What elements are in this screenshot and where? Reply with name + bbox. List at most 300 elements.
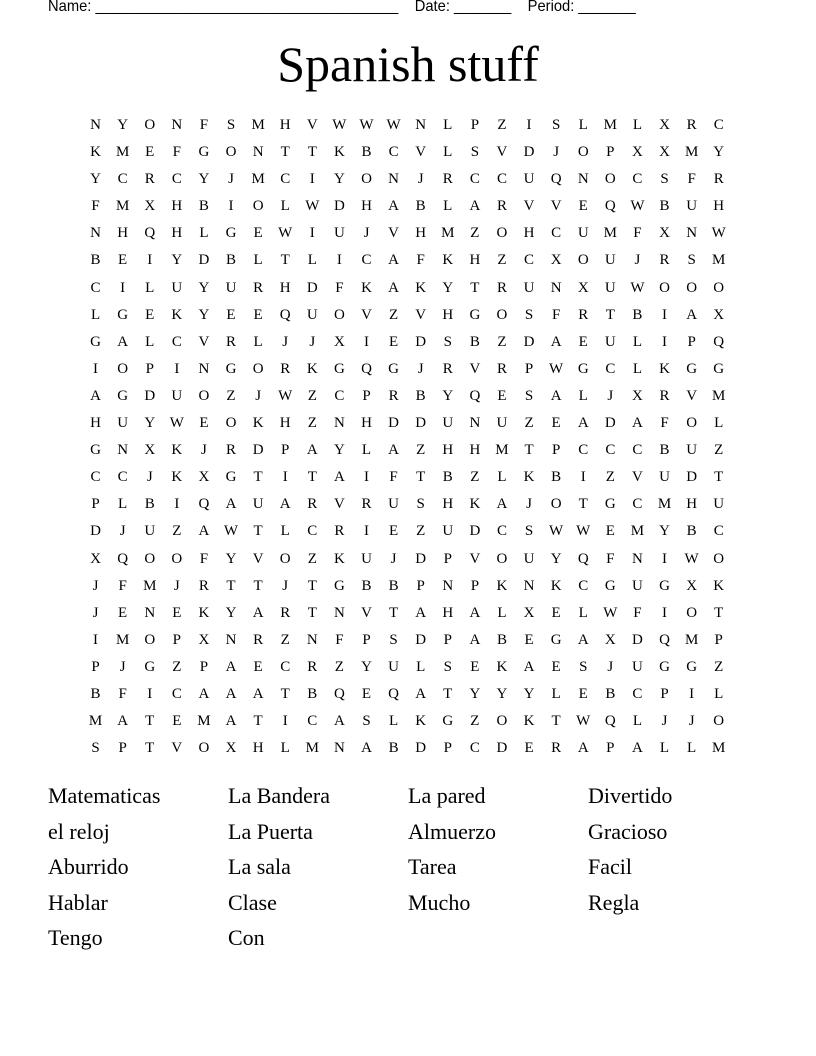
grid-letter[interactable]: X [333,333,345,350]
grid-letter[interactable]: O [496,713,508,730]
grid-letter[interactable]: R [578,306,589,323]
grid-letter[interactable]: C [713,117,724,133]
grid-letter[interactable]: C [578,577,589,594]
grid-letter[interactable]: N [252,144,264,161]
grid-letter[interactable]: I [336,252,342,269]
grid-letter[interactable]: C [469,740,480,757]
grid-letter[interactable]: L [307,252,317,269]
grid-letter[interactable]: A [577,415,589,432]
grid-letter[interactable]: T [307,604,317,621]
grid-letter[interactable]: H [469,252,481,269]
grid-letter[interactable]: U [361,550,372,567]
grid-letter[interactable]: S [362,713,371,730]
grid-letter[interactable]: Z [226,387,236,404]
grid-letter[interactable]: G [117,306,129,323]
grid-letter[interactable]: U [604,279,616,296]
grid-letter[interactable]: A [632,415,643,432]
grid-letter[interactable]: K [171,306,183,323]
grid-letter[interactable]: Q [388,685,399,702]
grid-letter[interactable]: B [144,496,155,513]
grid-letter[interactable]: P [470,117,480,133]
grid-letter[interactable]: M [115,198,130,215]
grid-letter[interactable]: A [523,658,535,675]
grid-letter[interactable]: W [386,117,401,133]
grid-letter[interactable]: Y [659,523,670,540]
grid-letter[interactable]: Q [361,360,372,377]
grid-letter[interactable]: C [496,523,507,540]
grid-letter[interactable]: I [689,685,695,702]
grid-letter[interactable]: O [713,279,725,296]
grid-letter[interactable]: A [550,387,562,404]
grid-letter[interactable]: W [711,225,726,242]
grid-letter[interactable]: A [361,740,372,757]
grid-letter[interactable]: A [469,198,481,215]
grid-letter[interactable]: W [305,198,320,215]
grid-letter[interactable]: T [578,496,588,513]
grid-letter[interactable]: V [686,387,698,404]
grid-letter[interactable]: V [632,469,643,486]
grid-letter[interactable]: U [171,387,183,404]
grid-letter[interactable]: J [282,577,289,594]
grid-letter[interactable]: X [144,442,156,459]
grid-letter[interactable]: I [662,550,668,567]
grid-letter[interactable]: E [524,631,534,648]
grid-letter[interactable]: G [198,144,210,161]
grid-letter[interactable]: K [171,469,183,486]
grid-letter[interactable]: I [309,225,315,242]
grid-letter[interactable]: N [388,171,399,188]
grid-letter[interactable]: I [147,252,153,269]
grid-letter[interactable]: L [714,685,724,702]
grid-letter[interactable]: F [687,171,696,188]
grid-letter[interactable]: C [632,496,643,513]
grid-letter[interactable]: V [306,117,318,133]
grid-letter[interactable]: T [524,442,534,459]
grid-letter[interactable]: X [198,631,210,648]
grid-letter[interactable]: S [389,631,398,648]
grid-letter[interactable]: Q [604,713,616,730]
grid-letter[interactable]: D [523,333,535,350]
grid-letter[interactable]: B [388,740,399,757]
grid-letter[interactable]: L [280,198,290,215]
grid-letter[interactable]: P [362,631,371,648]
period-field[interactable]: _______ [578,0,636,15]
grid-letter[interactable]: I [526,117,532,133]
grid-letter[interactable]: R [496,198,507,215]
grid-letter[interactable]: Y [198,171,210,188]
grid-letter[interactable]: Y [713,144,725,161]
grid-letter[interactable]: Z [416,442,426,459]
grid-letter[interactable]: Q [144,225,156,242]
grid-letter[interactable]: M [712,252,726,269]
grid-letter[interactable]: M [115,144,130,161]
grid-letter[interactable]: J [201,442,207,459]
grid-letter[interactable]: Y [171,252,183,269]
grid-letter[interactable]: E [226,306,236,323]
grid-letter[interactable]: G [659,658,670,675]
grid-letter[interactable]: S [226,117,236,133]
grid-letter[interactable]: U [496,415,508,432]
grid-letter[interactable]: I [228,198,234,215]
grid-letter[interactable]: S [416,496,425,513]
grid-letter[interactable]: A [388,198,399,215]
grid-letter[interactable]: G [225,225,237,242]
grid-letter[interactable]: F [118,685,127,702]
grid-letter[interactable]: L [659,740,670,757]
grid-letter[interactable]: N [333,415,345,432]
grid-letter[interactable]: A [469,631,481,648]
grid-letter[interactable]: O [577,252,589,269]
grid-letter[interactable]: D [415,415,427,432]
grid-letter[interactable]: K [523,469,535,486]
grid-letter[interactable]: F [633,604,642,621]
grid-letter[interactable]: W [576,523,591,540]
grid-letter[interactable]: A [496,496,508,513]
grid-letter[interactable]: C [496,171,507,188]
grid-letter[interactable]: Z [605,469,615,486]
grid-letter[interactable]: E [470,658,480,675]
grid-letter[interactable]: M [684,631,699,648]
grid-letter[interactable]: I [662,306,668,323]
grid-letter[interactable]: K [550,577,562,594]
grid-letter[interactable]: R [388,387,399,404]
grid-letter[interactable]: S [551,117,561,133]
grid-letter[interactable]: A [388,442,399,459]
grid-letter[interactable]: V [469,550,481,567]
grid-letter[interactable]: E [118,604,128,621]
grid-letter[interactable]: V [361,604,372,621]
grid-letter[interactable]: U [523,171,535,188]
grid-letter[interactable]: D [388,415,399,432]
grid-letter[interactable]: T [253,469,263,486]
grid-letter[interactable]: A [577,740,589,757]
grid-letter[interactable]: M [712,387,726,404]
grid-letter[interactable]: I [363,469,369,486]
grid-letter[interactable]: E [145,306,155,323]
grid-letter[interactable]: S [524,523,534,540]
grid-letter[interactable]: E [253,225,263,242]
grid-letter[interactable]: B [307,685,318,702]
grid-letter[interactable]: C [605,360,616,377]
grid-letter[interactable]: A [415,604,427,621]
grid-letter[interactable]: Z [388,306,399,323]
grid-letter[interactable]: X [550,252,562,269]
grid-letter[interactable]: Z [307,550,317,567]
grid-letter[interactable]: K [523,713,535,730]
grid-letter[interactable]: R [253,631,264,648]
grid-letter[interactable]: F [172,144,181,161]
grid-letter[interactable]: M [495,442,509,459]
grid-letter[interactable]: U [577,225,589,242]
grid-letter[interactable]: I [363,333,369,350]
grid-letter[interactable]: W [169,415,184,432]
grid-letter[interactable]: K [659,360,670,377]
grid-letter[interactable]: R [659,252,670,269]
grid-letter[interactable]: G [659,577,670,594]
grid-letter[interactable]: B [388,577,399,594]
grid-letter[interactable]: L [687,740,697,757]
grid-letter[interactable]: R [226,442,237,459]
grid-letter[interactable]: B [415,198,426,215]
grid-letter[interactable]: C [632,442,643,459]
grid-letter[interactable]: B [686,523,697,540]
grid-letter[interactable]: P [606,740,615,757]
grid-letter[interactable]: W [630,198,645,215]
grid-letter[interactable]: J [173,577,180,594]
grid-letter[interactable]: H [442,496,454,513]
grid-letter[interactable]: V [415,144,427,161]
grid-letter[interactable]: U [388,496,399,513]
grid-letter[interactable]: L [280,740,290,757]
grid-letter[interactable]: K [713,577,725,594]
grid-letter[interactable]: B [632,306,643,323]
grid-letter[interactable]: L [551,685,561,702]
grid-letter[interactable]: O [198,387,210,404]
grid-letter[interactable]: L [578,117,588,133]
grid-letter[interactable]: L [90,306,101,323]
grid-letter[interactable]: V [252,550,264,567]
grid-letter[interactable]: K [469,496,481,513]
grid-letter[interactable]: M [251,171,265,188]
grid-letter[interactable]: P [145,360,154,377]
grid-letter[interactable]: Y [225,550,237,567]
grid-letter[interactable]: A [306,442,318,459]
grid-letter[interactable]: H [523,225,535,242]
grid-letter[interactable]: J [417,360,424,377]
grid-letter[interactable]: Z [470,225,480,242]
grid-letter[interactable]: V [496,144,508,161]
grid-letter[interactable]: N [171,117,183,133]
grid-letter[interactable]: L [497,604,507,621]
grid-letter[interactable]: N [117,442,129,459]
grid-letter[interactable]: A [415,685,427,702]
grid-letter[interactable]: Y [442,279,454,296]
grid-letter[interactable]: H [90,415,101,432]
grid-letter[interactable]: J [255,387,262,404]
grid-letter[interactable]: C [524,252,535,269]
grid-letter[interactable]: Z [524,415,534,432]
grid-letter[interactable]: S [524,306,534,323]
grid-letter[interactable]: L [632,333,642,350]
grid-letter[interactable]: A [632,740,643,757]
grid-letter[interactable]: P [91,496,100,513]
grid-letter[interactable]: W [223,523,239,540]
grid-letter[interactable]: C [171,171,182,188]
grid-letter[interactable]: N [415,117,427,133]
grid-letter[interactable]: U [388,658,399,675]
grid-letter[interactable]: C [361,252,372,269]
grid-letter[interactable]: A [577,631,589,648]
grid-letter[interactable]: P [443,740,452,757]
grid-letter[interactable]: D [333,198,345,215]
grid-letter[interactable]: G [577,360,589,377]
grid-letter[interactable]: E [145,144,155,161]
grid-letter[interactable]: X [713,306,725,323]
grid-letter[interactable]: V [388,225,399,242]
grid-letter[interactable]: N [333,604,345,621]
grid-letter[interactable]: F [551,306,561,323]
grid-letter[interactable]: K [442,252,454,269]
grid-letter[interactable]: I [282,469,288,486]
grid-letter[interactable]: J [363,225,370,242]
grid-letter[interactable]: R [659,387,670,404]
grid-letter[interactable]: C [280,658,291,675]
grid-letter[interactable]: K [198,604,210,621]
grid-letter[interactable]: E [551,658,561,675]
grid-letter[interactable]: B [90,252,101,269]
grid-letter[interactable]: J [661,713,668,730]
grid-letter[interactable]: H [361,415,372,432]
grid-letter[interactable]: Y [333,171,345,188]
grid-letter[interactable]: N [90,117,101,133]
grid-letter[interactable]: Y [90,171,101,188]
grid-letter[interactable]: P [470,577,480,594]
grid-letter[interactable]: M [88,713,103,730]
grid-letter[interactable]: E [605,523,615,540]
grid-letter[interactable]: L [443,198,453,215]
grid-letter[interactable]: M [657,496,672,513]
grid-letter[interactable]: X [225,740,237,757]
grid-letter[interactable]: M [603,225,617,242]
grid-letter[interactable]: G [469,306,481,323]
grid-letter[interactable]: F [633,225,642,242]
grid-letter[interactable]: G [713,360,725,377]
grid-letter[interactable]: L [632,360,642,377]
grid-letter[interactable]: D [415,740,427,757]
grid-letter[interactable]: M [143,577,157,594]
grid-letter[interactable]: T [253,577,263,594]
grid-letter[interactable]: Z [714,442,724,459]
grid-letter[interactable]: Q [333,685,345,702]
grid-letter[interactable]: G [225,469,237,486]
grid-letter[interactable]: D [252,442,264,459]
grid-letter[interactable]: C [307,523,318,540]
grid-letter[interactable]: U [333,225,345,242]
grid-letter[interactable]: F [416,252,425,269]
grid-letter[interactable]: R [280,604,291,621]
grid-letter[interactable]: W [549,523,564,540]
grid-letter[interactable]: U [632,577,643,594]
grid-letter[interactable]: O [171,550,183,567]
grid-letter[interactable]: E [551,415,561,432]
grid-letter[interactable]: J [282,333,289,350]
grid-letter[interactable]: M [251,117,265,133]
grid-letter[interactable]: D [632,631,643,648]
grid-letter[interactable]: E [253,306,263,323]
grid-letter[interactable]: B [415,387,426,404]
grid-letter[interactable]: A [198,523,210,540]
grid-letter[interactable]: X [686,577,698,594]
grid-letter[interactable]: O [144,631,156,648]
grid-letter[interactable]: O [604,171,616,188]
grid-letter[interactable]: I [93,631,99,648]
grid-letter[interactable]: I [662,604,668,621]
grid-letter[interactable]: S [91,740,100,757]
grid-letter[interactable]: Q [279,306,291,323]
grid-letter[interactable]: R [442,360,453,377]
grid-letter[interactable]: U [632,658,643,675]
grid-letter[interactable]: M [684,144,699,161]
grid-letter[interactable]: W [684,550,699,567]
grid-letter[interactable]: B [469,333,480,350]
grid-letter[interactable]: R [442,171,453,188]
grid-letter[interactable]: F [389,469,398,486]
grid-letter[interactable]: L [632,117,642,133]
grid-letter[interactable]: V [333,496,345,513]
grid-letter[interactable]: Z [172,523,182,540]
grid-letter[interactable]: J [92,604,99,621]
grid-letter[interactable]: J [309,333,316,350]
grid-letter[interactable]: A [279,496,291,513]
grid-letter[interactable]: J [526,496,532,513]
grid-letter[interactable]: C [713,523,724,540]
grid-letter[interactable]: Q [117,550,129,567]
grid-letter[interactable]: E [578,685,588,702]
grid-letter[interactable]: R [198,577,209,594]
grid-letter[interactable]: Y [117,117,129,133]
grid-letter[interactable]: H [252,740,264,757]
grid-letter[interactable]: L [253,333,263,350]
grid-letter[interactable]: Q [604,198,616,215]
grid-letter[interactable]: K [415,279,427,296]
grid-letter[interactable]: I [93,360,99,377]
grid-letter[interactable]: A [198,685,210,702]
grid-letter[interactable]: S [579,658,588,675]
grid-letter[interactable]: I [580,469,586,486]
grid-letter[interactable]: R [280,360,291,377]
grid-letter[interactable]: I [174,360,180,377]
grid-letter[interactable]: D [604,415,616,432]
grid-letter[interactable]: B [659,198,670,215]
grid-letter[interactable]: C [90,279,101,296]
grid-letter[interactable]: U [523,550,535,567]
grid-letter[interactable]: R [686,117,697,133]
grid-letter[interactable]: T [416,469,426,486]
grid-letter[interactable]: P [714,631,723,648]
grid-letter[interactable]: R [307,496,318,513]
grid-letter[interactable]: D [469,523,481,540]
grid-letter[interactable]: Z [497,117,507,133]
grid-letter[interactable]: A [117,333,129,350]
grid-letter[interactable]: Y [523,685,535,702]
grid-letter[interactable]: U [686,198,698,215]
grid-letter[interactable]: B [659,442,670,459]
grid-letter[interactable]: D [90,523,101,540]
grid-letter[interactable]: A [90,387,101,404]
grid-letter[interactable]: T [253,523,263,540]
grid-letter[interactable]: O [198,740,210,757]
grid-letter[interactable]: U [252,496,264,513]
grid-letter[interactable]: B [90,685,101,702]
grid-letter[interactable]: C [171,333,182,350]
grid-letter[interactable]: Y [198,306,210,323]
grid-letter[interactable]: L [388,713,399,730]
grid-letter[interactable]: S [687,252,696,269]
grid-letter[interactable]: R [144,171,155,188]
grid-letter[interactable]: W [359,117,374,133]
grid-letter[interactable]: J [688,713,695,730]
grid-letter[interactable]: A [469,604,481,621]
grid-letter[interactable]: E [578,333,588,350]
grid-letter[interactable]: P [660,685,669,702]
grid-letter[interactable]: Z [497,252,507,269]
grid-letter[interactable]: H [415,225,427,242]
grid-letter[interactable]: I [309,171,315,188]
grid-letter[interactable]: K [90,144,101,161]
grid-letter[interactable]: D [144,387,156,404]
grid-letter[interactable]: B [198,198,209,215]
grid-letter[interactable]: O [144,550,156,567]
